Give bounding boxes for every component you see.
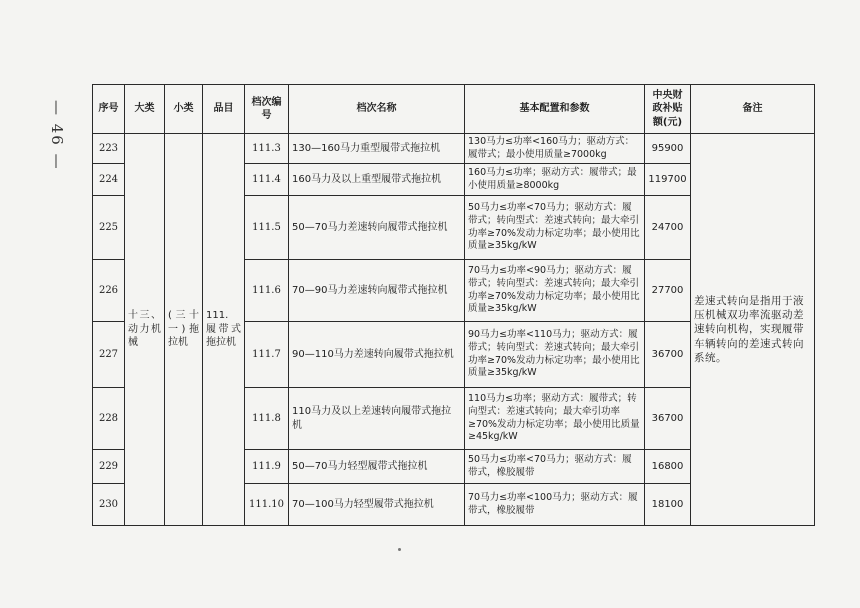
header-item: 品目 [203,85,245,134]
row-config: 160马力≤功率；驱动方式：履带式；最小使用质量≥8000kg [465,164,645,196]
row-seq: 228 [93,388,125,450]
row-subsidy: 27700 [645,260,691,322]
row-config: 130马力≤功率<160马力；驱动方式：履带式；最小使用质量≥7000kg [465,134,645,164]
row-code: 111.4 [245,164,289,196]
header-row [93,85,815,134]
row-subsidy: 18100 [645,484,691,526]
row-name: 50—70马力差速转向履带式拖拉机 [289,196,465,260]
item-cell: 111. 履带式拖拉机 [203,134,245,526]
row-code: 111.5 [245,196,289,260]
row-seq: 223 [93,134,125,164]
header-config: 基本配置和参数 [465,85,645,134]
scan-speck [398,548,401,551]
header-small-class: 小类 [165,85,203,134]
small-class-cell: (三十一)拖拉机 [165,134,203,526]
header-grade-name: 档次名称 [289,85,465,134]
row-code: 111.9 [245,450,289,484]
row-subsidy: 36700 [645,388,691,450]
row-config: 50马力≤功率<70马力；驱动方式：履带式；转向型式：差速式转向；最大牵引功率≥70%发动力标定功率；最小使用比质量≥35kg/kW [465,196,645,260]
row-name: 70—100马力轻型履带式拖拉机 [289,484,465,526]
row-subsidy: 16800 [645,450,691,484]
header-grade-code: 档次编号 [245,85,289,134]
row-code: 111.6 [245,260,289,322]
row-seq: 225 [93,196,125,260]
row-name: 50—70马力轻型履带式拖拉机 [289,450,465,484]
subsidy-table [92,84,815,526]
row-name: 70—90马力差速转向履带式拖拉机 [289,260,465,322]
row-seq: 226 [93,260,125,322]
row-name: 130—160马力重型履带式拖拉机 [289,134,465,164]
row-seq: 227 [93,322,125,388]
row-config: 90马力≤功率<110马力；驱动方式：履带式；转向型式：差速式转向；最大牵引功率≥70%发动力标定功率；最小使用比质量≥35kg/kW [465,322,645,388]
header-subsidy: 中央财政补贴额(元) [645,85,691,134]
row-config: 110马力≤功率；驱动方式：履带式；转向型式：差速式转向；最大牵引功率≥70%发动力标定功率；最小使用比质量≥45kg/kW [465,388,645,450]
row-config: 70马力≤功率<100马力；驱动方式：履带式，橡胶履带 [465,484,645,526]
row-config: 50马力≤功率<70马力；驱动方式：履带式，橡胶履带 [465,450,645,484]
row-subsidy: 95900 [645,134,691,164]
header-seq: 序号 [93,85,125,134]
row-code: 111.3 [245,134,289,164]
row-name: 90—110马力差速转向履带式拖拉机 [289,322,465,388]
row-seq: 224 [93,164,125,196]
row-subsidy: 24700 [645,196,691,260]
row-subsidy: 119700 [645,164,691,196]
row-code: 111.7 [245,322,289,388]
note-cell: 差速式转向是指用于液压机械双功率流驱动差速转向机构，实现履带车辆转向的差速式转向系统。 [691,134,815,526]
row-seq: 230 [93,484,125,526]
row-code: 111.10 [245,484,289,526]
big-class-cell: 十三、动力机械 [125,134,165,526]
row-subsidy: 36700 [645,322,691,388]
row-config: 70马力≤功率<90马力；驱动方式：履带式；转向型式：差速式转向；最大牵引功率≥70%发动力标定功率；最小使用比质量≥35kg/kW [465,260,645,322]
row-code: 111.8 [245,388,289,450]
header-big-class: 大类 [125,85,165,134]
page-number: — 46 — [48,100,66,171]
row-name: 110马力及以上差速转向履带式拖拉机 [289,388,465,450]
table-row [93,134,815,164]
header-note: 备注 [691,85,815,134]
row-seq: 229 [93,450,125,484]
row-name: 160马力及以上重型履带式拖拉机 [289,164,465,196]
